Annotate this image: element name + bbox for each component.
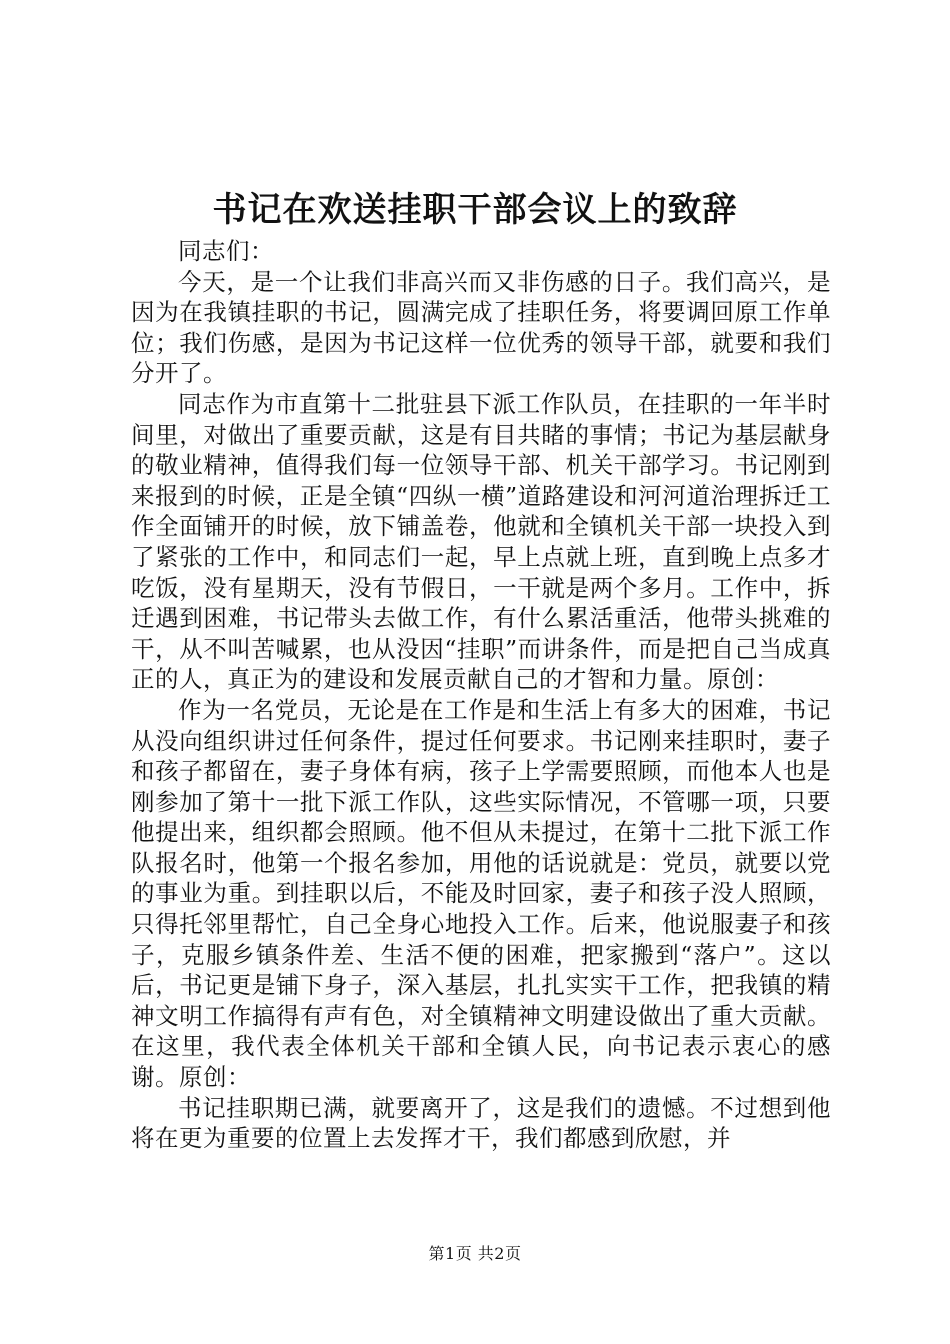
page-footer: 第1页 共2页 [428,1244,522,1263]
paragraph: 作为一名党员，无论是在工作是和生活上有多大的困难，书记从没向组织讲过任何条件，提过任何要求。书记刚来挂职时，妻子和孩子都留在，妻子身体有病，孩子上学需要照顾，而他本人也是刚参加了第十一批下派工作队，这些实际情况，不管哪一项，只要他提出来，组织都会照顾。他不但从未提过，在第十二批下派工作队报名时，他第一个报名参加，用他的话说就是：党员，就要以党的事业为重。到挂职以后，不能及时回家，妻子和孩子没人照顾，只得托邻里帮忙，自己全身心地投入工作。后来，他说服妻子和孩子，克服乡镇条件差、生活不便的困难，把家搬到“落户”。这以后，书记更是铺下身子，深入基层，扎扎实实干工作，把我镇的精神文明工作搞得有声有色，对全镇精神文明建设做出了重大贡献。在这里，我代表全体机关干部和全镇人民，向书记表示衷心的感谢。原创： [131,695,831,1092]
paragraph: 书记挂职期已满，就要离开了，这是我们的遗憾。不过想到他将在更为重要的位置上去发挥才干，我们都感到欣慰，并 [131,1093,831,1153]
salutation: 同志们： [178,237,274,265]
paragraph: 同志作为市直第十二批驻县下派工作队员，在挂职的一年半时间里，对做出了重要贡献，这是有目共睹的事情；书记为基层献身的敬业精神，值得我们每一位领导干部、机关干部学习。书记刚到来报到的时候，正是全镇“四纵一横”道路建设和河河道治理拆迁工作全面铺开的时候，放下铺盖卷，他就和全镇机关干部一块投入到了紧张的工作中，和同志们一起，早上点就上班，直到晚上点多才吃饭，没有星期天，没有节假日，一干就是两个多月。工作中，拆迁遇到困难，书记带头去做工作，有什么累活重活，他带头挑难的干，从不叫苦喊累，也从没因“挂职”而讲条件，而是把自己当成真正的人，真正为的建设和发展贡献自己的才智和力量。原创： [131,389,831,694]
document-body [131,236,831,1154]
paragraph: 今天，是一个让我们非高兴而又非伤感的日子。我们高兴，是因为在我镇挂职的书记，圆满完成了挂职任务，将要调回原工作单位；我们伤感，是因为书记这样一位优秀的领导干部，就要和我们分开了。 [131,267,831,388]
document-title: 书记在欢送挂职干部会议上的致辞 [212,190,738,230]
